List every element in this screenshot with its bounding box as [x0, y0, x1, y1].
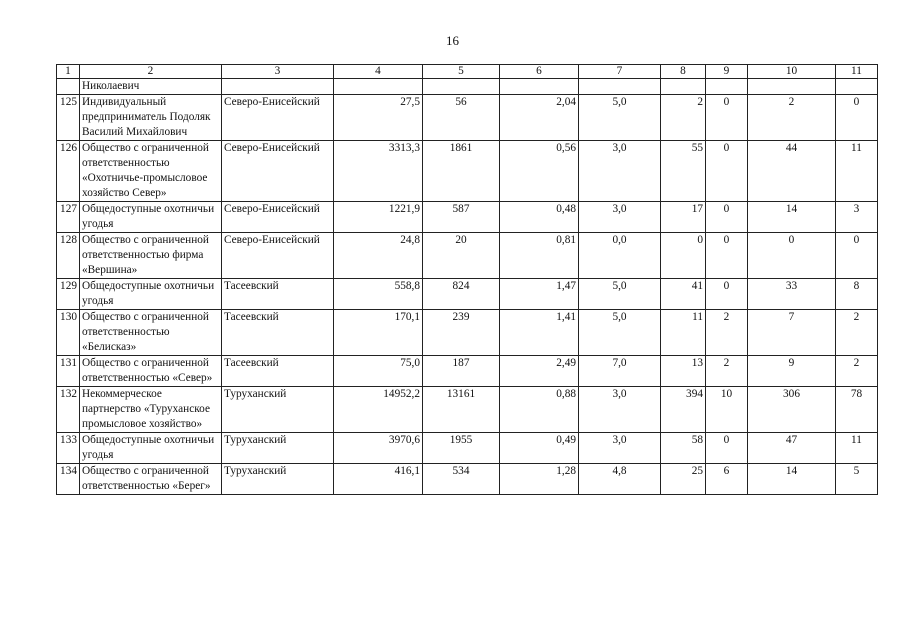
col10-cell: 44	[748, 141, 836, 202]
data-table	[56, 64, 878, 495]
district-cell: Северо-Енисейский	[222, 202, 334, 233]
quota-cell: 41	[661, 279, 706, 310]
col9-cell: 0	[706, 279, 748, 310]
area-cell: 14952,2	[334, 387, 423, 433]
col11-cell: 0	[836, 233, 878, 279]
area-cell: 416,1	[334, 464, 423, 495]
count-cell: 239	[423, 310, 500, 356]
col11-cell: 3	[836, 202, 878, 233]
col11-cell: 78	[836, 387, 878, 433]
district-cell: Туруханский	[222, 387, 334, 433]
table-row	[57, 387, 878, 433]
name-cell: Общество с ограниченной ответственностью фирма «Вершина»	[80, 233, 222, 279]
district-cell: Тасеевский	[222, 279, 334, 310]
col11-cell: 5	[836, 464, 878, 495]
density-cell: 1,28	[500, 464, 579, 495]
area-cell: 170,1	[334, 310, 423, 356]
count-cell: 1861	[423, 141, 500, 202]
area-cell: 3970,6	[334, 433, 423, 464]
quota-cell: 17	[661, 202, 706, 233]
row-number-cell: 131	[57, 356, 80, 387]
quota-cell: 0	[661, 233, 706, 279]
row-number-cell: 130	[57, 310, 80, 356]
density-cell: 0,88	[500, 387, 579, 433]
column-header: 1	[57, 65, 80, 79]
quota-cell: 25	[661, 464, 706, 495]
count-cell: 1955	[423, 433, 500, 464]
column-header: 3	[222, 65, 334, 79]
col9-cell: 0	[706, 233, 748, 279]
col9-cell: 0	[706, 95, 748, 141]
header-row	[57, 65, 878, 79]
column-header: 8	[661, 65, 706, 79]
table-row	[57, 233, 878, 279]
count-cell: 534	[423, 464, 500, 495]
area-cell: 558,8	[334, 279, 423, 310]
name-cell: Общество с ограниченной ответственностью «Берег»	[80, 464, 222, 495]
table-row	[57, 433, 878, 464]
column-header: 10	[748, 65, 836, 79]
district-cell: Северо-Енисейский	[222, 95, 334, 141]
row-number-cell: 132	[57, 387, 80, 433]
col11-cell: 11	[836, 141, 878, 202]
row-number-cell: 126	[57, 141, 80, 202]
district-cell: Северо-Енисейский	[222, 233, 334, 279]
district-cell: Тасеевский	[222, 310, 334, 356]
col10-cell: 306	[748, 387, 836, 433]
table-row	[57, 95, 878, 141]
quota-cell: 2	[661, 95, 706, 141]
quota-cell: 11	[661, 310, 706, 356]
column-header: 4	[334, 65, 423, 79]
count-cell: 187	[423, 356, 500, 387]
density-cell: 1,47	[500, 279, 579, 310]
table-row	[57, 202, 878, 233]
col9-cell: 0	[706, 202, 748, 233]
col9-cell: 0	[706, 433, 748, 464]
row-number-cell: 129	[57, 279, 80, 310]
density-cell: 0,81	[500, 233, 579, 279]
column-header: 6	[500, 65, 579, 79]
col10-cell: 0	[748, 233, 836, 279]
name-cell: Некоммерческое партнерство «Туруханское промысловое хозяйство»	[80, 387, 222, 433]
name-cell: Общедоступные охотничьи угодья	[80, 202, 222, 233]
name-cell: Николаевич	[80, 79, 222, 95]
density-cell: 0,49	[500, 433, 579, 464]
rate-cell: 5,0	[579, 310, 661, 356]
row-number-cell: 133	[57, 433, 80, 464]
rate-cell: 0,0	[579, 233, 661, 279]
count-cell: 587	[423, 202, 500, 233]
count-cell: 824	[423, 279, 500, 310]
col10-cell: 33	[748, 279, 836, 310]
page-number: 16	[446, 33, 459, 48]
district-cell: Туруханский	[222, 433, 334, 464]
name-cell: Общество с ограниченной ответственностью «Север»	[80, 356, 222, 387]
col9-cell: 6	[706, 464, 748, 495]
row-number-cell: 128	[57, 233, 80, 279]
column-header: 9	[706, 65, 748, 79]
name-cell: Общедоступные охотничьи угодья	[80, 433, 222, 464]
quota-cell: 58	[661, 433, 706, 464]
rate-cell: 3,0	[579, 141, 661, 202]
quota-cell: 55	[661, 141, 706, 202]
density-cell: 2,04	[500, 95, 579, 141]
row-number-cell: 127	[57, 202, 80, 233]
area-cell: 27,5	[334, 95, 423, 141]
continuation-row	[57, 79, 878, 95]
rate-cell: 5,0	[579, 279, 661, 310]
density-cell: 0,56	[500, 141, 579, 202]
col9-cell: 10	[706, 387, 748, 433]
row-number-cell	[57, 79, 80, 95]
name-cell: Общество с ограниченной ответственностью «Белисказ»	[80, 310, 222, 356]
district-cell: Северо-Енисейский	[222, 141, 334, 202]
count-cell: 13161	[423, 387, 500, 433]
name-cell: Индивидуальный предприниматель Подоляк Василий Михайлович	[80, 95, 222, 141]
rate-cell: 3,0	[579, 433, 661, 464]
col10-cell: 47	[748, 433, 836, 464]
col10-cell: 7	[748, 310, 836, 356]
rate-cell: 3,0	[579, 387, 661, 433]
density-cell: 2,49	[500, 356, 579, 387]
rate-cell: 7,0	[579, 356, 661, 387]
col11-cell: 11	[836, 433, 878, 464]
rate-cell: 4,8	[579, 464, 661, 495]
district-cell: Тасеевский	[222, 356, 334, 387]
count-cell: 56	[423, 95, 500, 141]
col11-cell: 8	[836, 279, 878, 310]
rate-cell: 5,0	[579, 95, 661, 141]
table-row	[57, 141, 878, 202]
quota-cell: 13	[661, 356, 706, 387]
col11-cell: 0	[836, 95, 878, 141]
col10-cell: 9	[748, 356, 836, 387]
area-cell: 1221,9	[334, 202, 423, 233]
col10-cell: 2	[748, 95, 836, 141]
rate-cell: 3,0	[579, 202, 661, 233]
column-header: 7	[579, 65, 661, 79]
table-row	[57, 464, 878, 495]
col11-cell: 2	[836, 310, 878, 356]
area-cell: 24,8	[334, 233, 423, 279]
row-number-cell: 134	[57, 464, 80, 495]
row-number-cell: 125	[57, 95, 80, 141]
col10-cell: 14	[748, 202, 836, 233]
name-cell: Общество с ограниченной ответственностью «Охотничье-промысловое хозяйство Север»	[80, 141, 222, 202]
district-cell: Туруханский	[222, 464, 334, 495]
col9-cell: 2	[706, 310, 748, 356]
density-cell: 0,48	[500, 202, 579, 233]
count-cell: 20	[423, 233, 500, 279]
area-cell: 3313,3	[334, 141, 423, 202]
table-row	[57, 310, 878, 356]
column-header: 2	[80, 65, 222, 79]
area-cell: 75,0	[334, 356, 423, 387]
col10-cell: 14	[748, 464, 836, 495]
column-header: 5	[423, 65, 500, 79]
col11-cell: 2	[836, 356, 878, 387]
col9-cell: 2	[706, 356, 748, 387]
name-cell: Общедоступные охотничьи угодья	[80, 279, 222, 310]
col9-cell: 0	[706, 141, 748, 202]
table-row	[57, 356, 878, 387]
column-header: 11	[836, 65, 878, 79]
table-row	[57, 279, 878, 310]
quota-cell: 394	[661, 387, 706, 433]
density-cell: 1,41	[500, 310, 579, 356]
